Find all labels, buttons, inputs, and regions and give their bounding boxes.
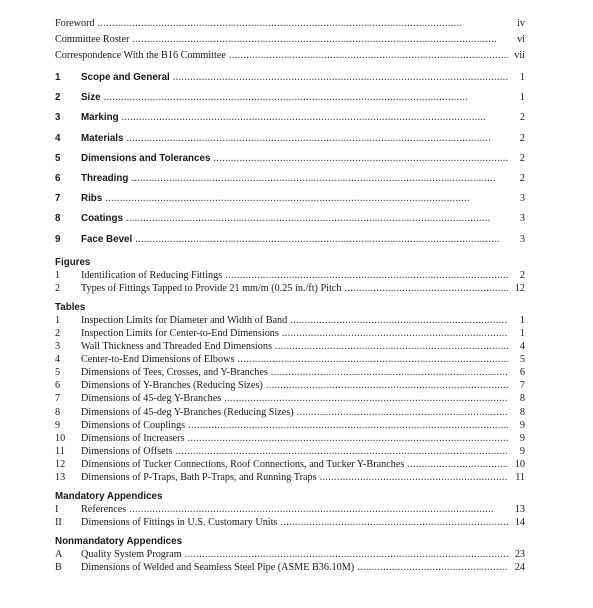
list-item [55,406,525,419]
item-page: 24 [514,562,525,574]
item-page: 6 [519,367,525,379]
section-page: 3 [519,233,525,245]
item-page: 2 [519,269,525,281]
leader-dots [98,16,508,32]
item-page: 8 [519,406,525,418]
toc-section-entry [55,149,525,169]
item-title: Quality System Program [81,549,182,561]
toc-entry-title: Committee Roster [55,34,130,45]
item-page: 1 [519,327,525,339]
item-number: 11 [55,445,65,457]
leader-dots [225,269,508,282]
list-item [55,516,525,529]
section-number: 2 [55,92,61,104]
item-number: 4 [55,354,61,366]
item-number: 2 [55,282,61,294]
section-title: Dimensions and Tolerances [81,152,211,164]
section-number: 1 [55,72,61,83]
section-number: 9 [55,233,61,245]
leader-dots [229,48,508,64]
section-title: Size [81,92,101,104]
leader-dots [129,503,508,516]
item-number: 7 [55,393,61,405]
leader-dots [188,419,508,432]
leader-dots [135,230,508,250]
list-item [55,419,525,432]
toc-entry-committee-roster [55,32,525,48]
list-item [55,503,525,516]
list-item [55,458,525,471]
list-item [55,379,525,392]
leader-dots [275,340,508,353]
list-item [55,269,525,282]
item-title: Wall Thickness and Threaded End Dimensions [81,341,272,353]
leader-dots [126,129,508,149]
leader-dots [105,189,508,209]
toc-entry-foreword [55,16,525,32]
section-title: Marking [81,112,119,124]
item-page: 5 [519,354,525,366]
item-page: 13 [514,504,525,516]
list-item [55,282,525,295]
section-page: 3 [519,193,525,205]
section-page: 1 [519,72,525,83]
list-item [55,561,525,574]
sections-list [55,68,525,250]
section-page: 2 [519,132,525,144]
tables-list [55,314,525,484]
section-page: 2 [519,152,525,164]
item-number: A [55,549,63,561]
item-page: 9 [519,445,525,457]
leader-dots [280,516,508,529]
section-number: 8 [55,213,61,225]
item-title: Dimensions of Welded and Seamless Steel Pipe (ASME B36.10M) [81,562,355,574]
section-title: Face Bevel [81,233,133,245]
section-title: Coatings [81,213,123,225]
item-title: Dimensions of Tucker Connections, Roof Connections, and Tucker Y-Branches [81,458,405,470]
item-title: Inspection Limits for Diameter and Width of Band [81,314,288,326]
leader-dots [131,169,508,189]
item-number: 1 [55,314,61,326]
leader-dots [188,432,508,445]
toc-section-entry [55,68,525,88]
item-number: 12 [55,458,66,470]
item-title: Dimensions of Y-Branches (Reducing Sizes) [81,380,263,392]
toc-section-entry [55,209,525,229]
item-title: Dimensions of Offsets [81,445,173,457]
toc-section-entry [55,129,525,149]
toc-entry-page: vii [514,50,525,61]
item-page: 1 [519,314,525,326]
item-title: Dimensions of Fittings in U.S. Customary Units [81,517,278,529]
section-page: 2 [519,112,525,124]
list-item [55,314,525,327]
table-of-contents [55,16,525,574]
toc-entry-correspondence [55,48,525,64]
list-item [55,366,525,379]
item-number: 6 [55,380,61,392]
toc-entry-page: vi [517,34,525,45]
list-item [55,392,525,405]
item-number: 8 [55,406,61,418]
list-item [55,432,525,445]
section-page: 3 [519,213,525,225]
nonmandatory-appendices-heading: Nonmandatory Appendices [55,536,183,548]
item-title: Dimensions of 45-deg Y-Branches [81,393,222,405]
mandatory-appendices-list [55,503,525,529]
toc-entry-page: iv [517,18,525,29]
leader-dots [185,548,508,561]
leader-dots [290,314,508,327]
toc-section-entry [55,108,525,128]
item-title: Dimensions of 45-deg Y-Branches (Reducing Sizes) [81,406,294,418]
leader-dots [122,108,508,128]
item-number: B [55,562,62,574]
section-number: 3 [55,112,61,124]
leader-dots [104,88,508,108]
list-item [55,353,525,366]
list-item [55,445,525,458]
item-title: Dimensions of Increasers [81,432,185,444]
figures-heading: Figures [55,256,91,268]
section-title: Ribs [81,193,103,205]
item-number: 5 [55,367,61,379]
list-item [55,548,525,561]
figures-list [55,269,525,295]
leader-dots [132,32,508,48]
item-page: 8 [519,393,525,405]
item-page: 9 [519,419,525,431]
toc-section-entry [55,230,525,250]
section-page: 2 [519,172,525,184]
item-title: Dimensions of P-Traps, Bath P-Traps, and Running Traps [81,472,317,483]
list-item [55,340,525,353]
leader-dots [344,282,508,295]
leader-dots [237,353,508,366]
leader-dots [297,406,508,419]
item-number: 1 [55,269,61,281]
toc-section-entry [55,189,525,209]
leader-dots [224,392,508,405]
item-title: Inspection Limits for Center-to-End Dimensions [81,327,279,339]
section-title: Scope and General [81,72,170,83]
item-number: 10 [55,432,66,444]
leader-dots [266,379,508,392]
toc-entry-title: Correspondence With the B16 Committee [55,50,226,61]
item-title: Identification of Reducing Fittings [81,269,223,281]
leader-dots [357,561,508,574]
section-number: 7 [55,193,61,205]
section-page: 1 [519,92,525,104]
item-page: 10 [514,458,525,470]
leader-dots [282,327,508,340]
toc-section-entry [55,169,525,189]
section-number: 6 [55,172,61,184]
leader-dots [126,209,508,229]
section-number: 4 [55,132,61,144]
section-number: 5 [55,152,61,164]
item-page: 23 [514,549,525,561]
item-title: Dimensions of Tees, Crosses, and Y-Branches [81,367,268,379]
item-page: 7 [519,380,525,392]
item-number: II [55,517,62,529]
leader-dots [173,68,508,88]
leader-dots [271,366,508,379]
list-item [55,471,525,484]
leader-dots [213,149,508,169]
item-page: 9 [519,432,525,444]
item-number: 3 [55,341,61,353]
item-number: 2 [55,327,61,339]
item-title: Dimensions of Couplings [81,419,186,431]
item-number: 13 [55,472,66,483]
leader-dots [407,458,508,471]
toc-section-entry [55,88,525,108]
item-page: 11 [515,472,525,483]
item-title: Center-to-End Dimensions of Elbows [81,354,235,366]
item-page: 12 [514,282,525,294]
item-number: I [55,504,59,516]
item-page: 14 [514,517,525,529]
item-title: References [81,504,127,516]
nonmandatory-appendices-list [55,548,525,574]
item-number: 9 [55,419,61,431]
tables-heading: Tables [55,301,86,313]
section-title: Materials [81,132,124,144]
leader-dots [320,471,508,484]
list-item [55,327,525,340]
section-title: Threading [81,172,129,184]
mandatory-appendices-heading: Mandatory Appendices [55,491,163,503]
item-page: 4 [519,341,525,353]
front-matter-list [55,16,525,64]
toc-entry-title: Foreword [55,18,95,29]
leader-dots [176,445,509,458]
item-title: Types of Fittings Tapped to Provide 21 mm/m (0.25 in./ft) Pitch [81,282,342,294]
